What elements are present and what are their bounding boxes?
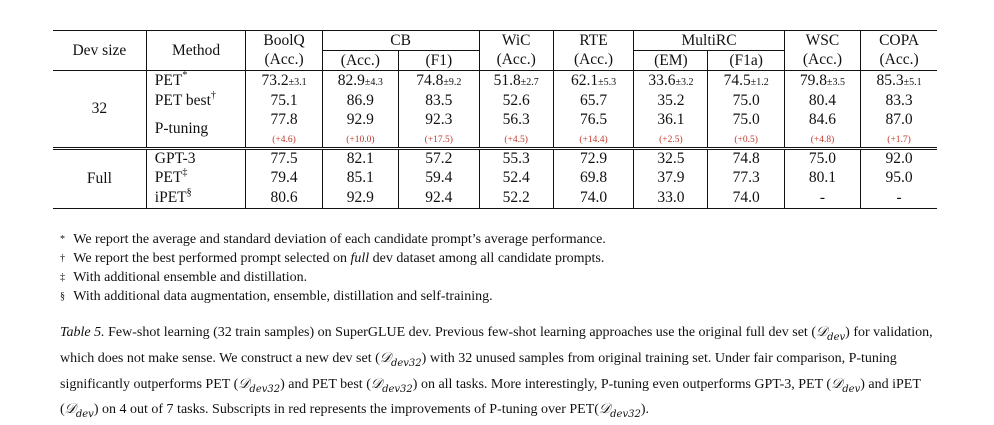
value-cell <box>479 168 553 188</box>
metric-wsc-acc: (Acc.) <box>784 51 860 71</box>
value-cell <box>479 188 553 208</box>
improvement-delta: (+4.6) <box>272 134 296 145</box>
improvement-delta: (+4.8) <box>810 134 835 145</box>
value-cell <box>784 148 860 168</box>
value-cell <box>479 111 553 149</box>
value-cell <box>246 188 322 208</box>
improvement-delta: (+2.5) <box>659 134 683 145</box>
value-cell <box>708 168 784 188</box>
table-row <box>53 148 937 168</box>
value-cell <box>861 71 937 91</box>
header-task-multirc: MultiRC <box>634 31 785 51</box>
value-cell <box>784 168 860 188</box>
cell-value: 74.0 <box>579 188 608 206</box>
std-dev: ±4.3 <box>364 76 383 88</box>
cell-value: 77.8 <box>270 110 298 128</box>
cell-value: 37.9 <box>657 169 685 186</box>
std-dev: ±9.2 <box>443 76 462 88</box>
footnote-mark: § <box>186 186 192 198</box>
cell-value: 92.3 <box>425 110 453 128</box>
value-cell <box>634 148 708 168</box>
improvement-delta: (+1.7) <box>887 134 911 145</box>
table-row <box>53 91 937 111</box>
value-cell <box>634 168 708 188</box>
value-cell <box>553 148 634 168</box>
cell-value: 92.9 <box>346 188 374 206</box>
group-label: Full <box>86 169 112 187</box>
footnote-2: † We report the best performed prompt selected on full dev dataset among all candidate prompts. <box>60 251 605 266</box>
std-dev: ±1.2 <box>750 76 769 88</box>
cell-value: 33.0 <box>657 188 685 206</box>
cell-value: 52.6 <box>502 91 530 109</box>
value-cell <box>708 111 784 149</box>
footnote-mark: ‡ <box>182 167 188 178</box>
footnote-3: ‡ With additional ensemble and distillation. <box>60 270 308 285</box>
cell-value: 73.2 <box>261 71 289 89</box>
value-cell <box>708 91 784 111</box>
cell-value: 87.0 <box>885 110 913 128</box>
cell-value: 62.1 <box>570 71 599 89</box>
value-cell <box>861 91 937 111</box>
value-cell <box>553 168 634 188</box>
value-cell <box>399 91 480 111</box>
cell-value: 85.1 <box>346 169 374 186</box>
cell-value: 85.3 <box>876 71 904 89</box>
cell-value: 75.0 <box>732 91 760 109</box>
math-d-dev32: 𝒟$_{dev32}$ <box>238 375 281 395</box>
math-d-dev32: 𝒟$_{dev32}$ <box>598 401 641 421</box>
cell-value: 75.0 <box>808 149 837 167</box>
cell-value: 80.6 <box>270 188 298 206</box>
value-cell <box>553 111 634 149</box>
value-cell <box>246 111 322 149</box>
cell-value: 76.5 <box>579 110 608 128</box>
value-cell <box>708 188 784 208</box>
value-cell <box>399 111 480 149</box>
metric-boolq-acc: (Acc.) <box>246 51 322 71</box>
group-32 <box>53 71 937 149</box>
std-dev: ±3.2 <box>675 76 694 88</box>
cell-value: 80.1 <box>808 169 837 186</box>
cell-value: 83.3 <box>885 91 913 109</box>
results-table <box>53 30 937 209</box>
cell-value: 72.9 <box>579 149 608 167</box>
value-cell <box>634 91 708 111</box>
value-cell <box>784 188 860 208</box>
value-cell <box>861 168 937 188</box>
cell-value: 92.4 <box>425 188 453 206</box>
cell-value: 56.3 <box>502 110 530 128</box>
table-row <box>53 111 937 149</box>
value-cell <box>322 71 398 91</box>
metric-wic-acc: (Acc.) <box>479 51 553 71</box>
cell-value: - <box>896 188 902 206</box>
table-caption: Table 5. Few-shot learning (32 train samples) on SuperGLUE dev. Previous few-shot learning approaches use the original full dev set (𝒟$_{dev}$) for validation, which does not make sense. We construct a new dev set (𝒟$_{dev32}$) with 32 unused samples from original training set. Under fair comparison, P-tuning significantly outperforms PET (𝒟$_{dev32}$) and PET best (𝒟$_{dev32}$) on all tasks. More interestingly, P-tuning even outperforms GPT-3, PET (𝒟$_{dev}$) and iPET (𝒟$_{dev}$) on 4 out of 7 tasks. Subscripts in red represents the improvements of P-tuning over PET(𝒟$_{dev32}$). <box>60 324 933 421</box>
improvement-delta: (+17.5) <box>424 134 453 145</box>
method-cell: PET* <box>146 71 246 91</box>
footnote-1: * We report the average and standard deviation of each candidate prompt’s average performance. <box>60 232 606 247</box>
value-cell <box>479 71 553 91</box>
cell-value: 82.1 <box>346 149 374 167</box>
value-cell <box>634 111 708 149</box>
improvement-delta: (+4.5) <box>504 134 528 145</box>
value-cell <box>399 188 480 208</box>
cell-value: 79.4 <box>270 169 298 186</box>
header-dev-size: Dev size <box>72 41 127 59</box>
table-row <box>53 71 937 91</box>
cell-value: 77.3 <box>732 169 760 186</box>
header-task-wic: WiC <box>479 31 553 51</box>
method-cell: PET best† <box>146 91 246 111</box>
value-cell <box>553 71 634 91</box>
header-task-rte: RTE <box>553 31 634 51</box>
method-cell: iPET§ <box>146 188 246 208</box>
cell-value: 59.4 <box>425 169 453 186</box>
cell-value: 75.0 <box>732 110 760 128</box>
metric-multirc-f1a: (F1a) <box>708 51 784 71</box>
value-cell <box>246 91 322 111</box>
cell-value: 80.4 <box>808 91 837 109</box>
metric-cb-acc: (Acc.) <box>322 51 398 71</box>
value-cell <box>784 111 860 149</box>
value-cell <box>479 91 553 111</box>
cell-value: 95.0 <box>885 169 913 186</box>
cell-value: 86.9 <box>346 91 374 109</box>
std-dev: ±5.1 <box>903 76 922 88</box>
value-cell <box>246 71 322 91</box>
metric-rte-acc: (Acc.) <box>553 51 634 71</box>
std-dev: ±3.5 <box>827 76 846 88</box>
value-cell <box>634 188 708 208</box>
value-cell <box>708 71 784 91</box>
value-cell <box>322 168 398 188</box>
cell-value: 84.6 <box>808 110 837 128</box>
method-cell: P-tuning <box>146 111 246 149</box>
cell-value: 57.2 <box>425 149 453 167</box>
group-full <box>53 148 937 208</box>
value-cell <box>861 148 937 168</box>
value-cell <box>399 148 480 168</box>
cell-value: 52.2 <box>502 188 530 206</box>
footnote-mark: * <box>182 69 188 81</box>
value-cell <box>322 91 398 111</box>
header-task-boolq: BoolQ <box>246 31 322 51</box>
cell-value: 36.1 <box>657 110 685 128</box>
cell-value: 83.5 <box>425 91 453 109</box>
value-cell <box>784 91 860 111</box>
value-cell <box>246 168 322 188</box>
value-cell <box>322 111 398 149</box>
improvement-delta: (+10.0) <box>346 134 375 145</box>
value-cell <box>322 148 398 168</box>
cell-value: 92.0 <box>885 149 913 167</box>
table-row <box>53 188 937 208</box>
cell-value: 74.8 <box>732 149 760 167</box>
cell-value: 77.5 <box>270 149 298 167</box>
value-cell <box>399 71 480 91</box>
caption-label: Table 5. <box>60 325 105 340</box>
cell-value: 55.3 <box>502 149 530 167</box>
header-task-copa: COPA <box>861 31 937 51</box>
math-d-dev32: 𝒟$_{dev32}$ <box>370 375 413 395</box>
value-cell <box>784 71 860 91</box>
math-d-dev32: 𝒟$_{dev32}$ <box>379 349 422 369</box>
value-cell <box>553 188 634 208</box>
cell-value: 52.4 <box>502 169 530 186</box>
value-cell <box>479 148 553 168</box>
method-cell: GPT-3 <box>146 148 246 168</box>
header-method: Method <box>146 31 246 71</box>
improvement-delta: (+0.5) <box>734 134 758 145</box>
cell-value: 92.9 <box>346 110 374 128</box>
cell-value: 35.2 <box>657 91 685 109</box>
metric-cb-f1: (F1) <box>399 51 480 71</box>
cell-value: 65.7 <box>579 91 608 109</box>
cell-value: 69.8 <box>579 169 608 186</box>
value-cell <box>634 71 708 91</box>
math-d-dev: 𝒟$_{dev}$ <box>64 401 94 421</box>
group-label: 32 <box>91 99 108 117</box>
cell-value: 75.1 <box>270 91 298 109</box>
cell-value: 79.8 <box>799 71 828 89</box>
value-cell <box>861 111 937 149</box>
metric-copa-acc: (Acc.) <box>861 51 937 71</box>
value-cell <box>553 91 634 111</box>
header-task-cb: CB <box>322 31 479 51</box>
cell-value: 32.5 <box>657 149 685 167</box>
cell-value: 74.0 <box>732 188 760 206</box>
value-cell <box>322 188 398 208</box>
value-cell <box>399 168 480 188</box>
footnote-mark: † <box>210 89 216 101</box>
value-cell <box>861 188 937 208</box>
std-dev: ±2.7 <box>520 76 539 88</box>
cell-value: 74.5 <box>723 71 751 89</box>
improvement-delta: (+14.4) <box>579 134 608 145</box>
math-d-dev: 𝒟$_{dev}$ <box>815 324 846 343</box>
cell-value: 33.6 <box>648 71 676 89</box>
cell-value: - <box>819 188 826 206</box>
cell-value: 51.8 <box>493 71 521 89</box>
value-cell <box>708 148 784 168</box>
footnote-4: § With additional data augmentation, ensemble, distillation and self-training. <box>60 289 493 304</box>
math-d-dev: 𝒟$_{dev}$ <box>831 375 861 395</box>
cell-value: 74.8 <box>416 71 444 89</box>
footnotes <box>60 230 606 306</box>
cell-value: 82.9 <box>337 71 365 89</box>
std-dev: ±5.3 <box>598 76 617 88</box>
header-task-wsc: WSC <box>784 31 860 51</box>
method-cell: PET‡ <box>146 168 246 188</box>
table-row <box>53 168 937 188</box>
metric-multirc-em: (EM) <box>634 51 708 71</box>
std-dev: ±3.1 <box>288 76 307 88</box>
value-cell <box>246 148 322 168</box>
